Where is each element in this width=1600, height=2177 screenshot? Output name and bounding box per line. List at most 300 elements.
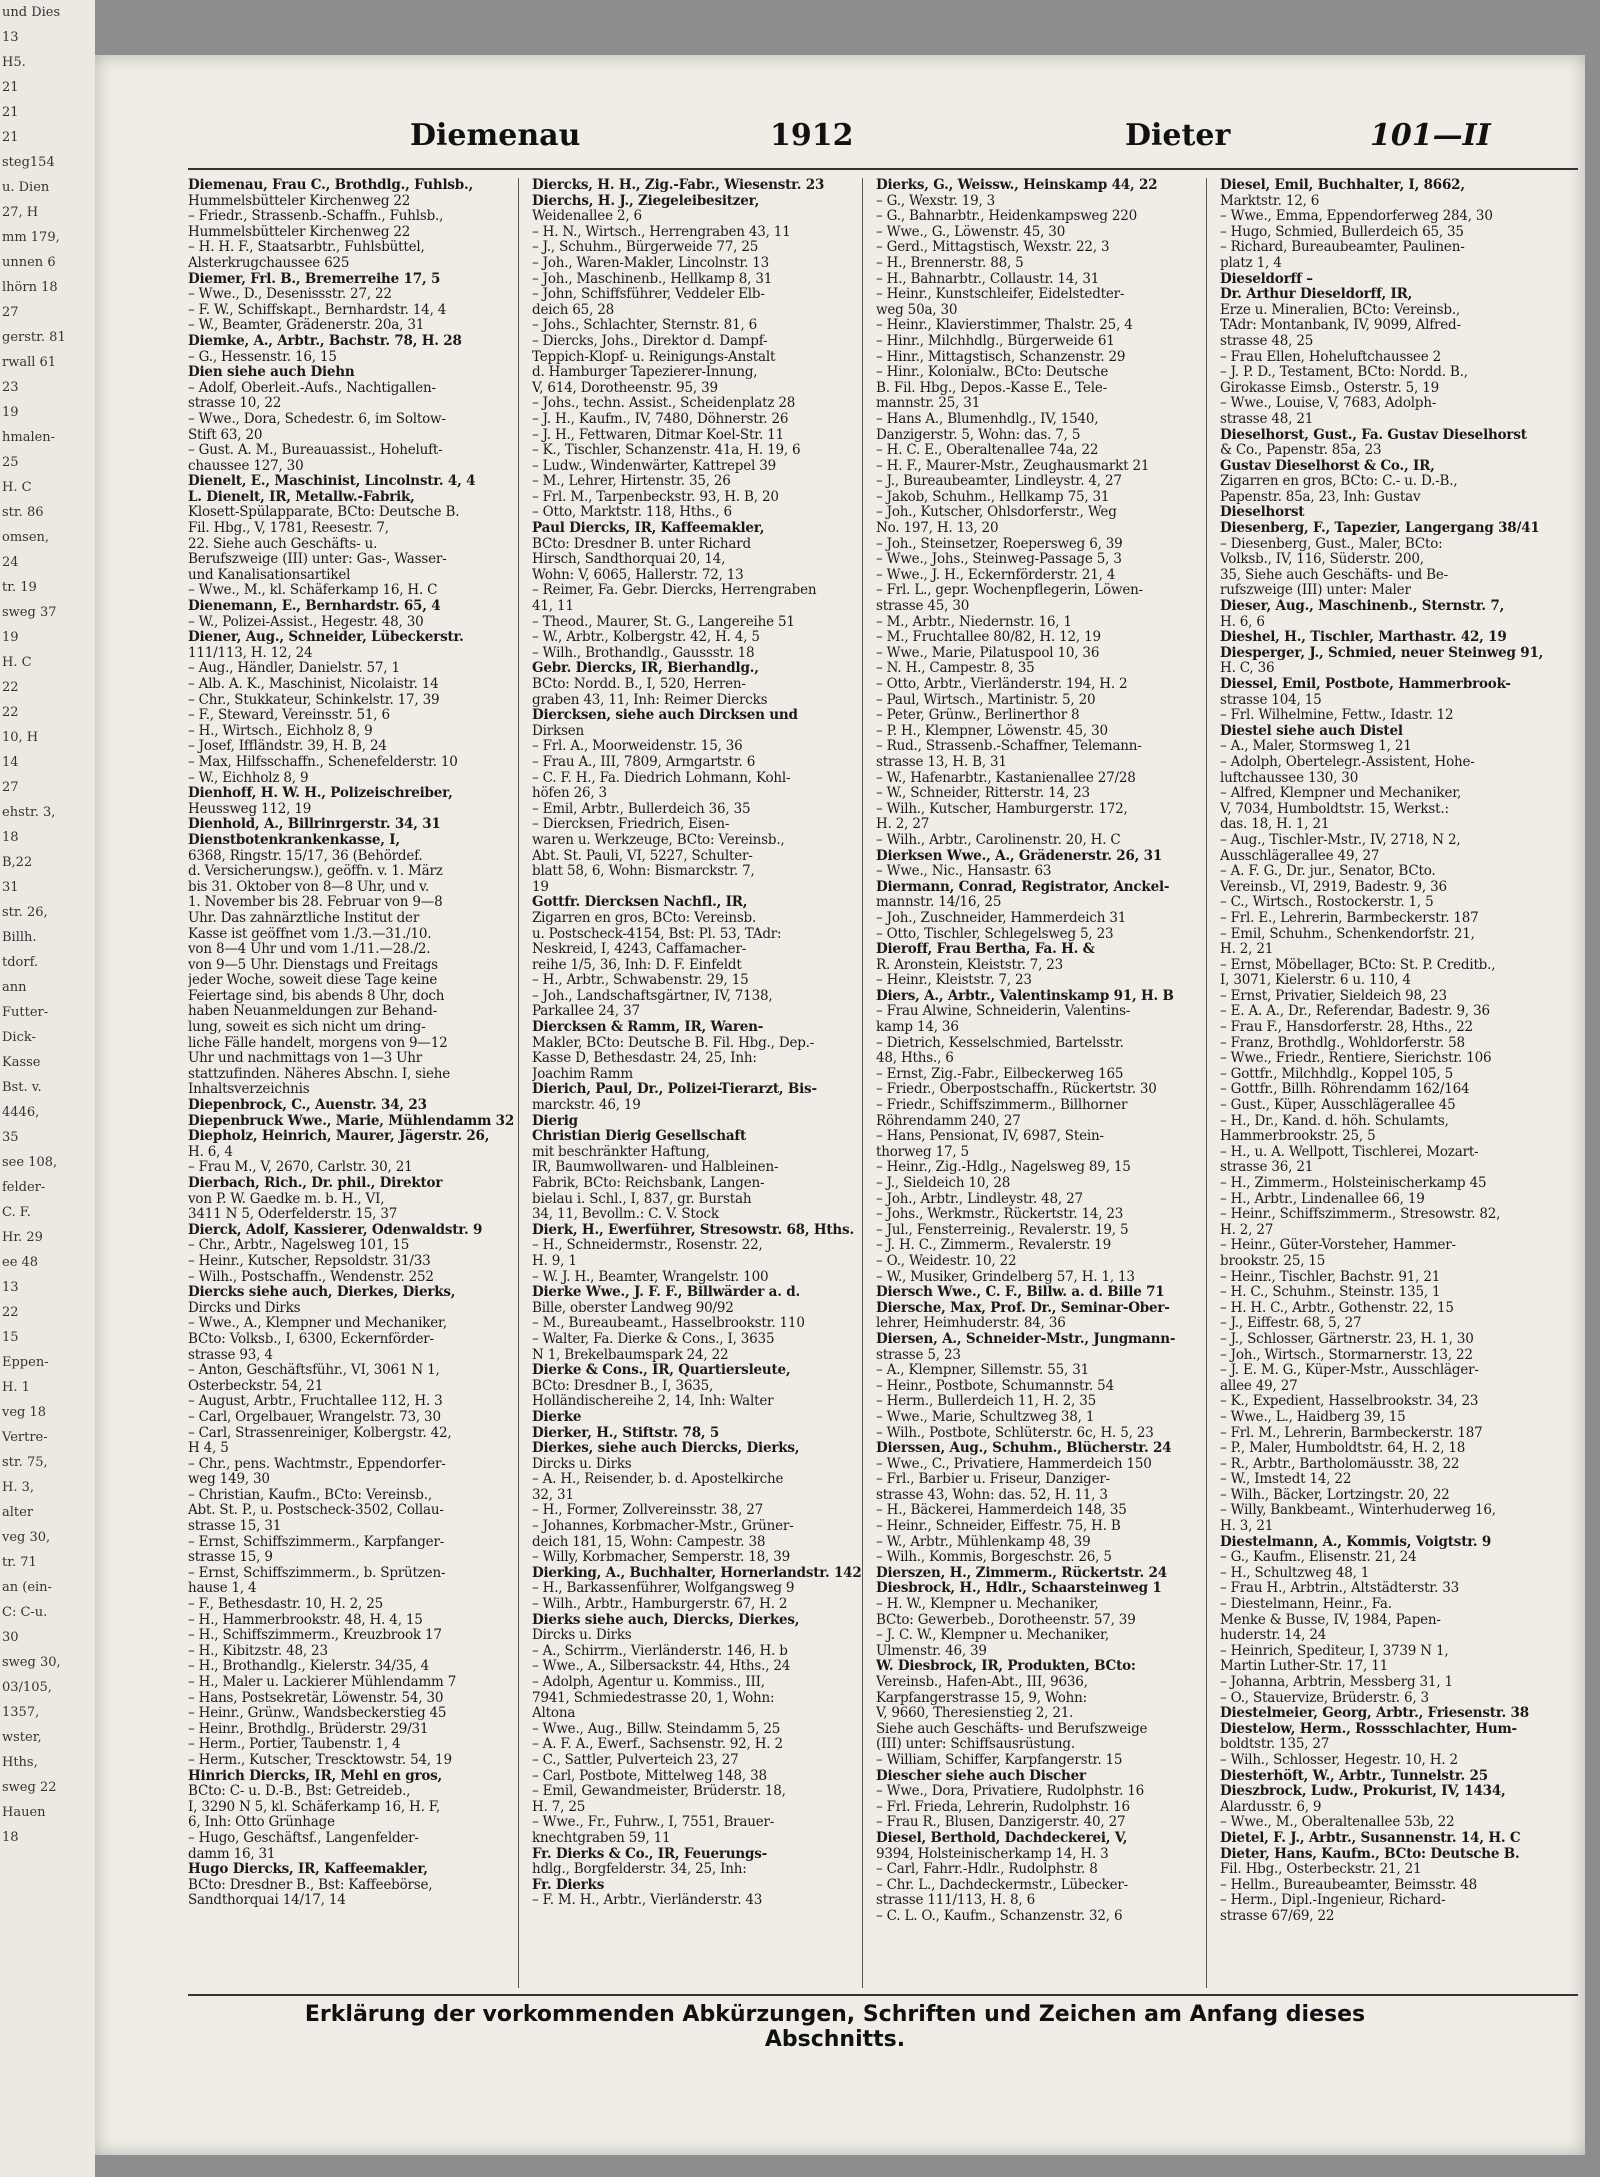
entry-line: – J., Schlosser, Gärtnerstr. 23, H. 1, 30 [1220, 1331, 1474, 1347]
entry-line: – H. H. F., Staatsarbtr., Fuhlsbüttel, [188, 240, 425, 256]
margin-line: und Dies [2, 5, 61, 20]
margin-line: 22 [2, 705, 19, 720]
entry-line: – Frau Alwine, Schneiderin, Valentins- [876, 1004, 1131, 1020]
margin-line: Vertre- [2, 1430, 48, 1445]
entry-line: Abt. St. P., u. Postscheck-3502, Collau- [188, 1503, 444, 1519]
margin-line: ee 48 [2, 1255, 39, 1270]
entry-line: 7941, Schmiedestrasse 20, 1, Wohn: [532, 1690, 775, 1706]
entry-line: Dierks siehe auch, Diercks, Dierkes, [532, 1612, 800, 1628]
entry-line: TAdr: Montanbank, IV, 9099, Alfred- [1220, 318, 1461, 334]
entry-line: rufszweige (III) unter: Maler [1220, 583, 1411, 599]
entry-line: kamp 14, 36 [876, 1020, 959, 1036]
entry-line: strasse 48, 21 [1220, 411, 1314, 427]
entry-line: Fil. Hbg., V, 1781, Reesestr. 7, [188, 521, 389, 537]
entry-line: Dierke Wwe., J. F. F., Billwärder a. d. [532, 1285, 800, 1301]
margin-line: 13 [2, 30, 19, 45]
entry-line: – Otto, Arbtr., Vierländerstr. 194, H. 2 [876, 677, 1128, 692]
entry-line: – Joh., Landschaftsgärtner, IV, 7138, [532, 988, 773, 1004]
entry-line: – Otto, Tischler, Schlegelsweg 5, 23 [876, 926, 1114, 942]
margin-line: sweg 30, [2, 1655, 61, 1670]
margin-line: 19 [2, 405, 19, 420]
entry-line: Hummelsbütteler Kirchenweg 22 [188, 224, 411, 240]
entry-line: – J., Sieldeich 10, 28 [876, 1176, 1011, 1191]
entry-line: – H., Former, Zollvereinsstr. 38, 27 [532, 1503, 764, 1519]
entry-line: allee 49, 27 [1220, 1378, 1298, 1394]
entry-line: – W., Beamter, Grädenerstr. 20a, 31 [188, 318, 425, 334]
entry-line: H. 2, 27 [1220, 1222, 1274, 1238]
entry-line: – Joh., Kutscher, Ohlsdorferstr., Weg [876, 505, 1117, 521]
entry-line: Osterbeckstr. 54, 21 [188, 1378, 324, 1394]
entry-line: Dircks u. Dirks [532, 1628, 632, 1644]
entry-line: Makler, BCto: Deutsche B. Fil. Hbg., Dep.- [532, 1035, 815, 1051]
margin-line: Futter- [2, 1005, 49, 1020]
entry-line: – K., Expedient, Hasselbrookstr. 34, 23 [1220, 1394, 1479, 1410]
entry-line: von P. W. Gaedke m. b. H., VI, [188, 1191, 385, 1207]
entry-line: Diesel, Berthold, Dachdeckerei, V, [876, 1830, 1128, 1846]
entry-line: haben Neuanmeldungen zur Behand- [188, 1004, 438, 1020]
entry-line: Paul Diercks, IR, Kaffeemakler, [532, 521, 765, 537]
margin-line: B,22 [2, 855, 33, 870]
entry-line: W. Diesbrock, IR, Produkten, BCto: [876, 1659, 1136, 1675]
entry-line: H. 9, 1 [532, 1253, 577, 1269]
entry-line: Gustav Dieselhorst & Co., IR, [1220, 458, 1435, 474]
entry-line: Dierker, H., Stiftstr. 78, 5 [532, 1425, 720, 1441]
entry-line: Dierkes, siehe auch Diercks, Dierks, [532, 1441, 800, 1457]
entry-line: Dien siehe auch Diehn [188, 365, 355, 381]
entry-line: – G., Hessenstr. 16, 15 [188, 349, 337, 365]
entry-line: – Wwe., Marie, Pilatuspool 10, 36 [876, 645, 1100, 661]
entry-line: – Carl, Fahrr.-Hdlr., Rudolphstr. 8 [876, 1862, 1098, 1878]
entry-line: Dierig [532, 1113, 578, 1129]
entry-line: Fr. Dierks [532, 1877, 605, 1893]
entry-line: Diercks siehe auch, Dierkes, Dierks, [188, 1285, 456, 1301]
entry-line: H. 6, 4 [188, 1144, 233, 1160]
entry-line: – Frl. E., Lehrerin, Barmbeckerstr. 187 [1220, 910, 1479, 926]
entry-line: – H. H. C., Arbtr., Gothenstr. 22, 15 [1220, 1300, 1454, 1316]
entry-line: – Frl. M., Tarpenbeckstr. 93, H. B, 20 [532, 489, 779, 505]
entry-line: – H., Schultzweg 48, 1 [1220, 1565, 1370, 1581]
entry-line: – K., Tischler, Schanzenstr. 41a, H. 19, 6 [532, 443, 801, 459]
entry-line: – Heinr., Kunstschleifer, Eidelstedter- [876, 287, 1125, 303]
entry-line: – P., Maler, Humboldtstr. 64, H. 2, 18 [1220, 1441, 1466, 1457]
entry-line: H. 6, 6 [1220, 614, 1265, 630]
entry-line: Dircks und Dirks [188, 1300, 301, 1316]
entry-line: Diestel siehe auch Distel [1220, 723, 1403, 739]
entry-line: 34, 11, Bevollm.: C. V. Stock [532, 1207, 719, 1223]
entry-line: – Wwe., M., kl. Schäferkamp 16, H. C [188, 583, 438, 599]
margin-line: C: C-u. [2, 1605, 48, 1620]
entry-line: – Alfred, Klempner und Mechaniker, [1220, 786, 1462, 802]
entry-line: – Wwe., Dora, Privatiere, Rudolphstr. 16 [876, 1784, 1145, 1800]
entry-line: Dierszen, H., Zimmerm., Rückertstr. 24 [876, 1565, 1167, 1581]
entry-line: – H., Barkassenführer, Wolfgangsweg 9 [532, 1581, 795, 1597]
entry-line: Dierbach, Rich., Dr. phil., Direktor [188, 1176, 443, 1191]
entry-line: Girokasse Eimsb., Osterstr. 5, 19 [1220, 380, 1439, 396]
margin-line: Billh. [2, 930, 37, 945]
entry-line: strasse 13, H. B, 31 [876, 754, 1007, 770]
entry-line: BCto: C- u. D.-B., Bst: Getreideb., [188, 1784, 411, 1800]
entry-line: – Wilh., Bäcker, Lortzingstr. 20, 22 [1220, 1487, 1450, 1503]
entry-line: Dieselhorst, Gust., Fa. Gustav Dieselhorst [1220, 427, 1527, 443]
entry-line: 41, 11 [532, 599, 574, 615]
entry-line: bis 31. Oktober von 8—8 Uhr, und v. [188, 879, 430, 895]
entry-line: bielau i. Schl., I, 837, gr. Burstah [532, 1191, 752, 1207]
entry-line: – Wwe., A., Klempner und Mechaniker, [188, 1316, 447, 1332]
margin-line: 15 [2, 1330, 19, 1345]
entry-line: – Ernst, Möbellager, BCto: St. P. Creditb., [1220, 957, 1496, 973]
entry-line: – Herm., Portier, Taubenstr. 1, 4 [188, 1737, 401, 1753]
entry-line: Danzigerstr. 5, Wohn: das. 7, 5 [876, 427, 1081, 443]
entry-line: – Josef, Iffländstr. 39, H. B, 24 [188, 739, 387, 755]
entry-line: Diesperger, J., Schmied, neuer Steinweg 91, [1220, 645, 1544, 661]
entry-line: – Frau A., III, 7809, Armgartstr. 6 [532, 754, 756, 770]
entry-line: – Theod., Maurer, St. G., Langereihe 51 [532, 614, 795, 630]
entry-line: Zigarren en gros, BCto: C.- u. D.-B., [1220, 474, 1458, 490]
entry-line: Gottfr. Diercksen Nachfl., IR, [532, 895, 748, 911]
entry-line: (III) unter: Schiffsausrüstung. [876, 1737, 1075, 1753]
entry-line: I, 3290 N 5, kl. Schäferkamp 16, H. F, [188, 1799, 440, 1815]
entry-line: – Willy, Bankbeamt., Winterhuderweg 16, [1220, 1503, 1496, 1519]
entry-line: strasse 10, 22 [188, 396, 282, 412]
margin-line: 23 [2, 380, 19, 395]
entry-line: Diesbrock, H., Hdlr., Schaarsteinweg 1 [876, 1581, 1162, 1597]
entry-line: graben 43, 11, Inh: Reimer Diercks [532, 692, 768, 708]
entry-line: – G., Bahnarbtr., Heidenkampsweg 220 [876, 209, 1138, 225]
entry-line: – Hans, Postsekretär, Löwenstr. 54, 30 [188, 1690, 444, 1706]
entry-line: mannstr. 25, 31 [876, 396, 981, 412]
entry-line: Hirsch, Sandthorquai 20, 14, [532, 552, 726, 568]
entry-line: d. Hamburger Tapezierer-Innung, [532, 365, 758, 381]
margin-line: sweg 22 [2, 1780, 57, 1795]
column-3 [876, 178, 1207, 1988]
entry-line: – Emil, Gewandmeister, Brüderstr. 18, [532, 1784, 786, 1800]
entry-line: – Diercksen, Friedrich, Eisen- [532, 817, 730, 833]
entry-line: Erze u. Mineralien, BCto: Vereinsb., [1220, 302, 1461, 318]
page-header [115, 118, 1585, 158]
entry-line: Diersch Wwe., C. F., Billw. a. d. Bille 71 [876, 1285, 1165, 1301]
entry-line: – Paul, Wirtsch., Martinistr. 5, 20 [876, 692, 1096, 708]
entry-line: Diesel, Emil, Buchhalter, I, 8662, [1220, 178, 1465, 193]
entry-line: – Wwe., Fr., Fuhrw., I, 7551, Brauer- [532, 1815, 775, 1831]
entry-line: – A. F. G., Dr. jur., Senator, BCto. [1220, 864, 1436, 880]
entry-line: – Friedr., Schiffszimmerm., Billhorner [876, 1098, 1128, 1114]
entry-line: – Carl, Orgelbauer, Wrangelstr. 73, 30 [188, 1409, 441, 1425]
margin-line: H. 3, [2, 1480, 35, 1495]
entry-line: & Co., Papenstr. 85a, 23 [1220, 443, 1382, 459]
entry-line: – Herm., Dipl.-Ingenieur, Richard- [1220, 1893, 1446, 1909]
entry-line: Bille, oberster Landweg 90/92 [532, 1300, 734, 1316]
entry-line: – W. J. H., Beamter, Wrangelstr. 100 [532, 1269, 769, 1285]
margin-line: 21 [2, 105, 19, 120]
entry-line: – Johs., Schlachter, Sternstr. 81, 6 [532, 318, 758, 334]
entry-line: huderstr. 14, 24 [1220, 1628, 1327, 1644]
margin-line: veg 18 [2, 1405, 47, 1420]
adjacent-page-strip [0, 0, 95, 2177]
entry-line: – G., Kaufm., Elisenstr. 21, 24 [1220, 1550, 1417, 1566]
entry-line: – H., Dr., Kand. d. höh. Schulamts, [1220, 1113, 1449, 1129]
entry-line: – J., Schuhm., Bürgerweide 77, 25 [532, 240, 759, 256]
entry-line: Kasse ist geöffnet vom 1./3.—31./10. [188, 926, 432, 942]
entry-line: 6368, Ringstr. 15/17, 36 (Behördef. [188, 848, 423, 864]
entry-line: BCto: Dresdner B., I, 3635, [532, 1378, 714, 1394]
entry-line: Diepenbruck Wwe., Marie, Mühlendamm 32 [188, 1113, 515, 1129]
entry-line: Diemenau, Frau C., Brothdlg., Fuhlsb., [188, 178, 474, 193]
entry-line: 32, 31 [532, 1487, 574, 1503]
entry-line: – H., Bäckerei, Hammerdeich 148, 35 [876, 1503, 1127, 1519]
entry-line: strasse 48, 25 [1220, 333, 1314, 349]
entry-line: – Wwe., L., Haidberg 39, 15 [1220, 1409, 1406, 1425]
entry-line: thorweg 17, 5 [876, 1144, 969, 1160]
entry-line: – J. H., Fettwaren, Ditmar Koel-Str. 11 [532, 427, 784, 443]
entry-line: – Wwe., A., Silbersackstr. 44, Hths., 24 [532, 1659, 791, 1675]
margin-line: Kasse [2, 1055, 41, 1070]
entry-line: – P. H., Klempner, Löwenstr. 45, 30 [876, 723, 1108, 739]
entry-line: – H., Schiffszimmerm., Kreuzbrook 17 [188, 1628, 442, 1644]
margin-line: ann [2, 980, 27, 995]
entry-line: – Hans A., Blumenhdlg., IV, 1540, [876, 411, 1099, 427]
entry-line: Alardusstr. 6, 9 [1220, 1799, 1322, 1815]
entry-line: – Friedr., Strassenb.-Schaffn., Fuhlsb., [188, 209, 444, 225]
entry-line: – H. N., Wirtsch., Herrengraben 43, 11 [532, 224, 791, 240]
entry-line: – Emil, Schuhm., Schenkendorfstr. 21, [1220, 926, 1475, 942]
entry-line: – Frau R., Blusen, Danzigerstr. 40, 27 [876, 1815, 1126, 1831]
entry-line: Dienemann, E., Bernhardstr. 65, 4 [188, 599, 441, 615]
entry-line: – Hans, Pensionat, IV, 6987, Stein- [876, 1129, 1104, 1145]
margin-line: 31 [2, 880, 19, 895]
margin-line: u. Dien [2, 180, 50, 195]
entry-line: – Hinr., Mittagstisch, Schanzenstr. 29 [876, 349, 1126, 365]
margin-line: an (ein- [2, 1580, 52, 1595]
entry-line: jeder Woche, soweit diese Tage keine [188, 973, 438, 989]
margin-line: 27, H [2, 205, 39, 220]
entry-line: strasse 15, 31 [188, 1519, 282, 1535]
entry-line: Vereinsb., Hafen-Abt., III, 9636, [876, 1675, 1088, 1690]
entry-line: – J. H. C., Zimmerm., Revalerstr. 19 [876, 1238, 1111, 1254]
entry-line: Diestelmann, A., Kommis, Voigtstr. 9 [1220, 1534, 1492, 1550]
entry-line: Diesenberg, F., Tapezier, Langergang 38/41 [1220, 521, 1540, 537]
entry-line: – Wwe., M., Oberaltenallee 53b, 22 [1220, 1815, 1455, 1831]
entry-line: Diescher siehe auch Discher [876, 1768, 1086, 1784]
entry-line: Kasse D, Bethesdastr. 24, 25, Inh: [532, 1051, 757, 1067]
entry-line: – Heinr., Kutscher, Repsoldstr. 31/33 [188, 1253, 431, 1269]
entry-line: luftchaussee 130, 30 [1220, 770, 1359, 786]
entry-line: Dieseldorff – [1220, 271, 1313, 287]
entry-line: – Wilh., Arbtr., Hamburgerstr. 67, H. 2 [532, 1597, 788, 1613]
margin-line: 18 [2, 830, 19, 845]
footer-note: Erklärung der vorkommenden Abkürzungen, Schriften und Zeichen am Anfang dieses Abschnitts. [304, 2002, 1366, 2052]
margin-line: H. C [2, 655, 32, 670]
entry-line: – Adolf, Oberleit.-Aufs., Nachtigallen- [188, 380, 436, 396]
entry-line: Diemer, Frl. B., Bremerreihe 17, 5 [188, 271, 441, 287]
entry-line: Dienhoff, H. W. H., Polizeischreiber, [188, 786, 453, 802]
entry-line: u. Postscheck-4154, Bst: Pl. 53, TAdr: [532, 926, 782, 942]
entry-line: – G., Wexstr. 19, 3 [876, 193, 996, 209]
entry-line: – Wwe., Johs., Steinweg-Passage 5, 3 [876, 552, 1122, 568]
entry-line: strasse 15, 9 [188, 1550, 273, 1566]
entry-line: – Heinr., Schiffszimmerm., Stresowstr. 82, [1220, 1207, 1501, 1223]
margin-line: Bst. v. [2, 1080, 42, 1095]
margin-line: tr. 71 [2, 1555, 37, 1570]
entry-line: – J. E. M. G., Küper-Mstr., Ausschläger- [1220, 1363, 1479, 1379]
entry-line: strasse 111/113, H. 8, 6 [876, 1893, 1035, 1909]
entry-line: – Frau F., Hansdorferstr. 28, Hths., 22 [1220, 1020, 1473, 1036]
entry-line: Altona [532, 1706, 576, 1722]
entry-line: das. 18, H. 1, 21 [1220, 817, 1330, 833]
margin-line: Hr. 29 [2, 1230, 43, 1245]
entry-line: – J., Bureaubeamter, Lindleystr. 4, 27 [876, 474, 1122, 490]
entry-line: – N. H., Campestr. 8, 35 [876, 661, 1035, 677]
header-left-keyword: Diemenau [410, 118, 581, 153]
entry-line: – Hellm., Bureaubeamter, Beimsstr. 48 [1220, 1877, 1478, 1893]
entry-line: Papenstr. 85a, 23, Inh: Gustav [1220, 489, 1421, 505]
entry-line: – Ernst, Zig.-Fabr., Eilbeckerweg 165 [876, 1066, 1124, 1082]
entry-line: – H., u. A. Wellpott, Tischlerei, Mozart- [1220, 1144, 1479, 1160]
margin-line: 35 [2, 1130, 19, 1145]
entry-line: – Heinr., Zig.-Hdlg., Nagelsweg 89, 15 [876, 1160, 1131, 1176]
entry-line: – Joh., Steinsetzer, Roepersweg 6, 39 [876, 536, 1123, 552]
entry-line: – H., Brothandlg., Kielerstr. 34/35, 4 [188, 1659, 430, 1675]
entry-line: – Friedr., Oberpostschaffn., Rückertstr. 30 [876, 1082, 1157, 1098]
entry-line: – Wwe., J. H., Eckernförderstr. 21, 4 [876, 567, 1116, 583]
margin-line: 1357, [2, 1705, 40, 1720]
entry-line: Dieter, Hans, Kaufm., BCto: Deutsche B. [1220, 1846, 1520, 1862]
margin-line: 18 [2, 1830, 19, 1845]
entry-line: R. Aronstein, Kleiststr. 7, 23 [876, 957, 1064, 973]
entry-line: – R., Arbtr., Bartholomäusstr. 38, 22 [1220, 1456, 1460, 1472]
margin-line: gerstr. 81 [2, 330, 66, 345]
entry-line: – Ernst, Schiffszimmerm., b. Sprützen- [188, 1565, 446, 1581]
entry-line: Uhr und nachmittags von 1—3 Uhr [188, 1051, 423, 1067]
entry-line: – M., Bureaubeamt., Hasselbrookstr. 110 [532, 1316, 805, 1332]
entry-line: – Jakob, Schuhm., Hellkamp 75, 31 [876, 489, 1110, 505]
entry-line: – J. H., Kaufm., IV, 7480, Döhnerstr. 26 [532, 411, 789, 427]
entry-line: reihe 1/5, 36, Inh: D. F. Einfeldt [532, 957, 742, 973]
entry-line: 6, Inh: Otto Grünhage [188, 1815, 335, 1831]
entry-line: Dierich, Paul, Dr., Polizei-Tierarzt, Bis- [532, 1082, 817, 1098]
entry-line: – Ernst, Privatier, Sieldeich 98, 23 [1220, 988, 1447, 1004]
entry-line: – Hinr., Milchhdlg., Bürgerweide 61 [876, 333, 1115, 349]
entry-line: – Willy, Korbmacher, Semperstr. 18, 39 [532, 1550, 791, 1566]
entry-line: – August, Arbtr., Fruchtallee 112, H. 3 [188, 1394, 443, 1410]
entry-line: Röhrendamm 240, 27 [876, 1113, 1021, 1129]
entry-line: Sandthorquai 14/17, 14 [188, 1893, 346, 1909]
entry-line: I, 3071, Kielerstr. 6 u. 110, 4 [1220, 973, 1411, 989]
margin-line: 22 [2, 680, 19, 695]
entry-line: – Joh., Waren-Makler, Lincolnstr. 13 [532, 255, 770, 271]
margin-line: 13 [2, 1280, 19, 1295]
header-right-keyword: Dieter [1125, 118, 1231, 153]
entry-line: Dierke [532, 1409, 582, 1425]
entry-line: lehrer, Heimhuderstr. 84, 36 [876, 1316, 1066, 1332]
entry-line: Zigarren en gros, BCto: Vereinsb. [532, 910, 757, 926]
entry-line: – M., Fruchtallee 80/82, H. 12, 19 [876, 630, 1101, 646]
entry-line: – Adolph, Obertelegr.-Assistent, Hohe- [1220, 754, 1475, 770]
entry-line: Diersen, A., Schneider-Mstr., Jungmann- [876, 1331, 1176, 1347]
entry-line: – C., Sattler, Pulverteich 23, 27 [532, 1752, 739, 1768]
entry-line: – Joh., Zuschneider, Hammerdeich 31 [876, 910, 1127, 926]
entry-line: – Wwe., Marie, Schultzweg 38, 1 [876, 1409, 1095, 1425]
entry-line: – Max, Hilfsschaffn., Schenefelderstr. 10 [188, 754, 458, 770]
entry-line: Gebr. Diercks, IR, Bierhandlg., [532, 661, 759, 677]
margin-line: Hths, [2, 1755, 38, 1770]
entry-line: – Gerd., Mittagstisch, Wexstr. 22, 3 [876, 240, 1110, 256]
entry-line: – Hugo, Schmied, Bullerdeich 65, 35 [1220, 224, 1464, 240]
entry-line: – Johs., Werkmstr., Rückertstr. 14, 23 [876, 1207, 1124, 1223]
entry-line: – Heinrich, Spediteur, I, 3739 N 1, [1220, 1643, 1449, 1659]
entry-line: Menke & Busse, IV, 1984, Papen- [1220, 1612, 1441, 1628]
entry-line: Dienelt, E., Maschinist, Lincolnstr. 4, 4 [188, 474, 476, 490]
entry-line: – Wilh., Schlosser, Hegestr. 10, H. 2 [1220, 1752, 1458, 1768]
entry-line: – H., Arbtr., Schwabenstr. 29, 15 [532, 973, 749, 989]
entry-line: – Wilh., Postbote, Schlüterstr. 6c, H. 5, 23 [876, 1425, 1154, 1441]
entry-line: Dierck, Adolf, Kassierer, Odenwaldstr. 9 [188, 1222, 483, 1238]
entry-line: – Joh., Wirtsch., Stormarnerstr. 13, 22 [1220, 1347, 1473, 1363]
margin-line: ehstr. 3, [2, 805, 56, 820]
entry-line: hause 1, 4 [188, 1581, 257, 1597]
entry-line: Weidenallee 2, 6 [532, 209, 642, 225]
entry-columns [188, 178, 1588, 1988]
column-4 [1220, 178, 1550, 1988]
entry-line: Uhr. Das zahnärztliche Institut der [188, 910, 420, 926]
entry-line: – Emil, Arbtr., Bullerdeich 36, 35 [532, 801, 751, 817]
entry-line: Diepholz, Heinrich, Maurer, Jägerstr. 26, [188, 1129, 490, 1145]
entry-line: – Frl. A., Moorweidenstr. 15, 36 [532, 739, 743, 755]
entry-line: – F., Bethesdastr. 10, H. 2, 25 [188, 1597, 383, 1613]
entry-line: H. C, 36 [1220, 661, 1275, 677]
entry-line: – Franz, Brothdlg., Wohldorferstr. 58 [1220, 1035, 1465, 1051]
entry-line: Alsterkrugchaussee 625 [188, 255, 350, 271]
entry-line: – C., Wirtsch., Rostockerstr. 1, 5 [1220, 895, 1434, 911]
entry-line: – Adolph, Agentur u. Kommiss., III, [532, 1675, 765, 1690]
entry-line: – Gottfr., Billh. Röhrendamm 162/164 [1220, 1082, 1470, 1098]
entry-line: Diermann, Conrad, Registrator, Anckel- [876, 879, 1170, 895]
entry-line: – Heinr., Grünw., Wandsbeckerstieg 45 [188, 1706, 447, 1722]
entry-line: Wohn: V, 6065, Hallerstr. 72, 13 [532, 567, 744, 583]
entry-line: – J. C. W., Klempner u. Mechaniker, [876, 1628, 1109, 1644]
header-page-number: 101—II [1370, 118, 1491, 153]
entry-line: – Heinr., Postbote, Schumannstr. 54 [876, 1378, 1114, 1394]
entry-line: hdlg., Borgfelderstr. 34, 25, Inh: [532, 1862, 747, 1878]
entry-line: boldtstr. 135, 27 [1220, 1737, 1330, 1753]
entry-line: Fr. Dierks & Co., IR, Feuerungs- [532, 1846, 768, 1862]
margin-line: felder- [2, 1180, 46, 1195]
margin-line: 14 [2, 755, 19, 770]
entry-line: – Wwe., G., Löwenstr. 45, 30 [876, 224, 1066, 240]
entry-line: – Wilh., Postschaffn., Wendenstr. 252 [188, 1269, 434, 1285]
entry-line: – Wwe., Aug., Billw. Steindamm 5, 25 [532, 1721, 781, 1737]
margin-line: steg154 [2, 155, 55, 170]
entry-line: – Christian, Kaufm., BCto: Vereinsb., [188, 1487, 432, 1503]
entry-line: BCto: Volksb., I, 6300, Eckernförder- [188, 1331, 434, 1347]
entry-line: Diemke, A., Arbtr., Bachstr. 78, H. 28 [188, 333, 462, 349]
entry-line: H 4, 5 [188, 1441, 229, 1457]
entry-line: Hammerbrookstr. 25, 5 [1220, 1129, 1376, 1145]
margin-line: H. 1 [2, 1380, 30, 1395]
entry-line: – Peter, Grünw., Berlinerthor 8 [876, 708, 1080, 724]
entry-line: – Gottfr., Milchhdlg., Koppel 105, 5 [1220, 1066, 1453, 1082]
entry-line: – Johanna, Arbtrin, Messberg 31, 1 [1220, 1675, 1453, 1690]
entry-line: – W., Schneider, Ritterstr. 14, 23 [876, 786, 1090, 802]
entry-line: Dieroff, Frau Bertha, Fa. H. & [876, 942, 1095, 958]
entry-line: 9394, Holsteinischerkamp 14, H. 3 [876, 1846, 1109, 1862]
entry-line: Diestelow, Herm., Rossschlachter, Hum- [1220, 1721, 1517, 1737]
entry-line: – Wwe., Friedr., Rentiere, Sierichstr. 106 [1220, 1051, 1492, 1067]
margin-line: see 108, [2, 1155, 58, 1170]
entry-line: 1. November bis 28. Februar von 9—8 [188, 895, 443, 911]
entry-line: – Aug., Tischler-Mstr., IV, 2718, N 2, [1220, 832, 1461, 848]
entry-line: – Ludw., Windenwärter, Kattrepel 39 [532, 458, 777, 474]
entry-line: strasse 104, 15 [1220, 692, 1322, 708]
